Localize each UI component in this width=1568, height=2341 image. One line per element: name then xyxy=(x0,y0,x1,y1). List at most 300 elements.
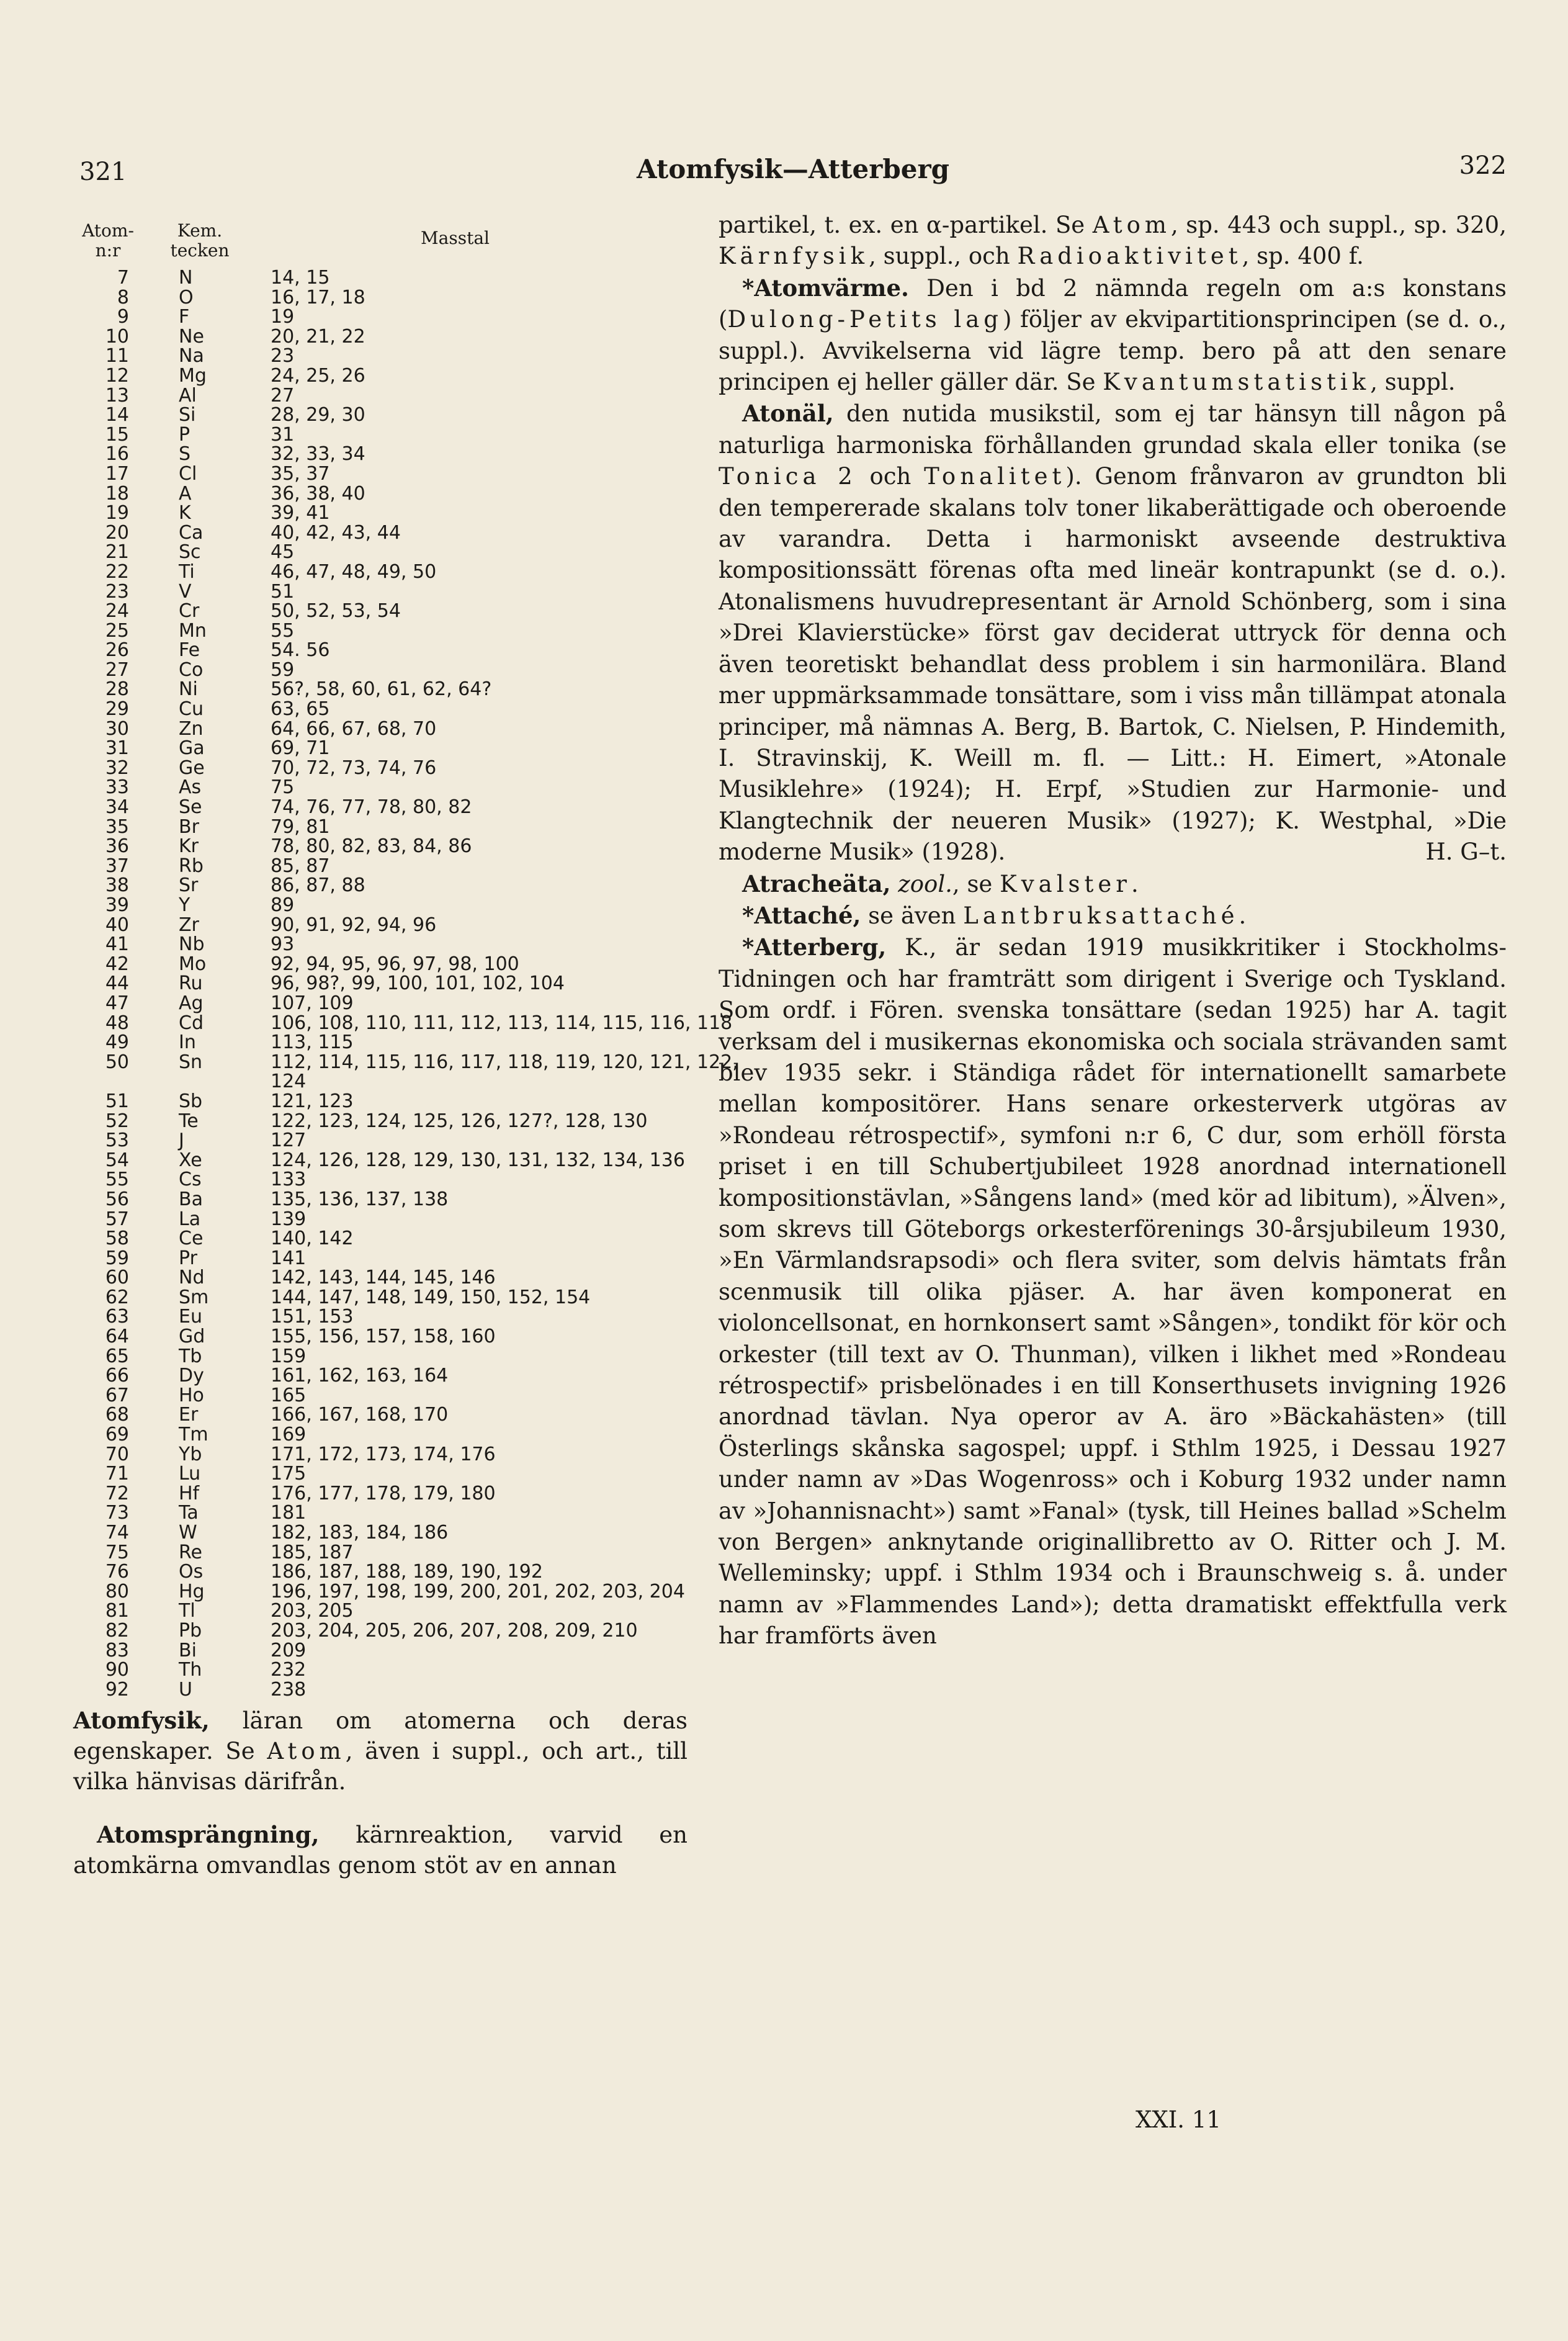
atomic-number: 22 xyxy=(105,560,129,583)
table-row xyxy=(73,1641,688,1661)
isotope-table xyxy=(73,267,738,1701)
mass-numbers: 89 xyxy=(271,894,295,916)
element-symbol: Nd xyxy=(179,1267,205,1289)
atomic-number: 44 xyxy=(105,973,129,995)
element-symbol: Te xyxy=(179,1110,199,1132)
cross-reference: Kärnfysik xyxy=(719,243,869,270)
entry-text: ) följer av ekvipartitionsprincipen (se d. o., suppl.). Avvikelserna vid lägre temp. bero på att den senare principen ej heller gäller där. Se xyxy=(719,306,1507,396)
mass-numbers: 69, 71 xyxy=(271,737,330,760)
table-row xyxy=(73,896,688,915)
atomic-number: 9 xyxy=(117,306,129,328)
table-row xyxy=(73,366,688,386)
mass-numbers: 159 xyxy=(271,1345,307,1367)
atomic-number: 13 xyxy=(105,384,129,407)
table-row xyxy=(73,915,688,935)
atomic-number: 7 xyxy=(117,267,129,289)
mass-numbers: 155, 156, 157, 158, 160 xyxy=(271,1326,496,1348)
running-title: Atomfysik—Atterberg xyxy=(637,154,949,184)
table-row xyxy=(73,778,688,798)
atomic-number: 40 xyxy=(105,914,129,936)
element-symbol: Lu xyxy=(179,1463,201,1485)
table-row xyxy=(73,1366,688,1386)
entry-text: K., är sedan 1919 musikkritiker i Stockholms-Tidningen och har framträtt som dirigent i Sverige och Tyskland. Som ordf. i Fören. svenska tonsättare (sedan 1925) har A. tagit verksam del i musikernas ekonomiska och sociala strävanden samt blev 1935 sekr. i Ständiga rådet för internationellt samarbete mellan kompositörer. Hans senare orkesterverk utgöras av »Rondeau rétrospectif», symfoni n:r 6, C dur, som erhöll första priset i en till Schubertjubileet 1928 anordnad internationell kompositionstävlan, »Sångens land» (med kör ad libitum), »Älven», som skrevs till Göteborgs orkesterförenings 30-årsjubileum 1930, »En Värmlandsrapsodi» och flera sviter, som delvis hämtats från scenmusik till olika pjäser. A. har även komponerat en violoncellsonat, en hornkonsert samt »Sången», tondikt för kör och orkester (till text av O. Thunman), vilken i likhet med »Rondeau rétrospectif» prisbelönades i en till Konserthusets invigning 1926 anordnad tävlan. Nya operor av A. äro »Bäckahästen» (till Österlings skånska sagospel; uppf. i Sthlm 1925, i Dessau 1927 under namn av »Das Wogenross» och i Koburg 1932 under namn av »Johannisnacht») samt »Fanal» (tysk, till Heines ballad »Schelm von Bergen» anknytande originallibretto av O. Ritter och J. M. Welleminsky; uppf. i Sthlm 1934 och i Braunschweig s. å. under namn av »Flammendes Land»); detta dramatiskt effektfulla verk har framförts även xyxy=(719,934,1507,1650)
element-symbol: N xyxy=(179,267,193,289)
element-symbol: Ba xyxy=(179,1188,203,1210)
table-row xyxy=(73,542,688,562)
cross-reference: Kvantumstatistik xyxy=(1103,369,1371,396)
atomic-number: 75 xyxy=(105,1541,129,1563)
atomic-number: 56 xyxy=(105,1188,129,1210)
table-row xyxy=(73,680,688,699)
element-symbol: F xyxy=(179,306,190,328)
table-row xyxy=(73,1562,688,1582)
table-row xyxy=(73,1307,688,1327)
atomic-number: 19 xyxy=(105,502,129,524)
entry-atomfysik xyxy=(73,1705,688,1797)
element-symbol: Co xyxy=(179,658,204,681)
mass-numbers: 238 xyxy=(271,1678,307,1701)
element-symbol: Hf xyxy=(179,1482,200,1504)
mass-numbers: 142, 143, 144, 145, 146 xyxy=(271,1267,496,1289)
table-row xyxy=(73,1543,688,1563)
mass-numbers: 78, 80, 82, 83, 84, 86 xyxy=(271,835,472,858)
atomic-number: 65 xyxy=(105,1345,129,1367)
element-symbol: Ca xyxy=(179,521,204,544)
author-signature: H. G–t. xyxy=(1425,838,1507,866)
atomic-number: 18 xyxy=(105,482,129,505)
atomic-number: 30 xyxy=(105,717,129,740)
mass-numbers: 141 xyxy=(271,1247,307,1269)
mass-numbers: 176, 177, 178, 179, 180 xyxy=(271,1482,496,1504)
entry-text: den nutida musikstil, som ej tar hänsyn till någon på naturliga harmoniska förhållanden grundad skala eller tonika (se xyxy=(719,400,1507,459)
atomic-number: 8 xyxy=(117,286,129,308)
entry-text: , sp. 443 och suppl., sp. 320, xyxy=(1171,212,1507,238)
element-symbol: Hg xyxy=(179,1580,205,1602)
atomic-number: 54 xyxy=(105,1149,129,1171)
mass-numbers: 70, 72, 73, 74, 76 xyxy=(271,757,437,779)
entry-text: . xyxy=(1239,902,1247,929)
entry-text: . xyxy=(1131,870,1139,897)
mass-numbers: 121, 123 xyxy=(271,1090,354,1112)
atomic-number: 76 xyxy=(105,1561,129,1583)
element-symbol: Ne xyxy=(179,325,204,348)
table-row xyxy=(73,935,688,955)
atomic-number: 51 xyxy=(105,1090,129,1112)
mass-numbers: 107, 109 xyxy=(271,992,354,1014)
mass-numbers: 96, 98?, 99, 100, 101, 102, 104 xyxy=(271,973,565,995)
mass-numbers: 79, 81 xyxy=(271,816,330,838)
atomic-number: 66 xyxy=(105,1365,129,1387)
table-row xyxy=(73,484,688,504)
mass-numbers: 46, 47, 48, 49, 50 xyxy=(271,560,437,583)
mass-numbers: 27 xyxy=(271,384,295,407)
table-row xyxy=(73,1386,688,1406)
atomic-number: 68 xyxy=(105,1404,129,1426)
element-symbol: Si xyxy=(179,404,196,426)
mass-numbers: 24, 25, 26 xyxy=(271,364,365,387)
atomic-number: 73 xyxy=(105,1502,129,1524)
table-row xyxy=(73,327,688,347)
mass-numbers: 133 xyxy=(271,1169,307,1191)
table-row xyxy=(73,601,688,621)
entry-text: läran om atomerna och deras egenskaper. Se xyxy=(73,1707,688,1765)
table-row xyxy=(73,1112,688,1131)
atomic-number: 62 xyxy=(105,1286,129,1308)
mass-numbers: 139 xyxy=(271,1208,307,1230)
table-row xyxy=(73,758,688,778)
atomic-number: 82 xyxy=(105,1619,129,1642)
table-row xyxy=(73,1268,688,1288)
cross-reference: Atom xyxy=(1092,212,1171,238)
element-symbol: Th xyxy=(179,1659,202,1681)
atomic-number: 64 xyxy=(105,1326,129,1348)
table-row xyxy=(73,582,688,602)
atomic-number: 50 xyxy=(105,1051,129,1073)
element-symbol: Ta xyxy=(179,1502,199,1524)
mass-numbers: 181 xyxy=(271,1502,307,1524)
headword: Atomsprängning, xyxy=(97,1821,320,1849)
atomic-number: 37 xyxy=(105,855,129,877)
headword: Atomfysik, xyxy=(73,1707,210,1735)
mass-numbers: 90, 91, 92, 94, 96 xyxy=(271,914,437,936)
element-symbol: A xyxy=(179,482,192,505)
mass-numbers: 185, 187 xyxy=(271,1541,354,1563)
table-row xyxy=(73,1523,688,1543)
mass-numbers: 112, 114, 115, 116, 117, 118, 119, 120, 121, 122, 124 xyxy=(271,1051,738,1093)
table-row xyxy=(73,1210,688,1229)
entry-atomsprangning xyxy=(73,1820,688,1880)
table-row xyxy=(73,1601,688,1621)
element-symbol: J xyxy=(179,1130,184,1152)
table-row xyxy=(73,876,688,896)
atomic-number: 71 xyxy=(105,1463,129,1485)
mass-numbers: 165 xyxy=(271,1384,307,1406)
element-symbol: Os xyxy=(179,1561,204,1583)
atomic-number: 28 xyxy=(105,678,129,701)
element-symbol: U xyxy=(179,1678,192,1701)
mass-numbers: 31 xyxy=(271,423,295,446)
mass-numbers: 51 xyxy=(271,580,295,603)
headword: *Attaché, xyxy=(742,901,861,929)
atomic-number: 55 xyxy=(105,1169,129,1191)
mass-numbers: 14, 15 xyxy=(271,267,330,289)
table-row xyxy=(73,464,688,484)
element-symbol: Zr xyxy=(179,914,199,936)
element-symbol: As xyxy=(179,776,202,799)
element-symbol: Ni xyxy=(179,678,198,701)
mass-numbers: 161, 162, 163, 164 xyxy=(271,1365,449,1387)
element-symbol: W xyxy=(179,1522,197,1543)
element-symbol: Fe xyxy=(179,639,200,662)
table-row xyxy=(73,1680,688,1700)
element-symbol: Ho xyxy=(179,1384,204,1406)
atomic-number: 17 xyxy=(105,462,129,485)
element-symbol: Eu xyxy=(179,1306,202,1328)
mass-numbers: 209 xyxy=(271,1639,307,1661)
mass-numbers: 203, 205 xyxy=(271,1600,354,1622)
table-row xyxy=(73,1092,688,1112)
header-kem-tecken: Kem. tecken xyxy=(170,220,230,261)
atomic-number: 80 xyxy=(105,1580,129,1602)
mass-numbers: 171, 172, 173, 174, 176 xyxy=(271,1443,496,1465)
table-row xyxy=(73,562,688,582)
table-row xyxy=(73,288,688,308)
table-row xyxy=(73,660,688,680)
element-symbol: Mo xyxy=(179,953,207,975)
atomic-number: 33 xyxy=(105,776,129,799)
atomic-number: 20 xyxy=(105,521,129,544)
table-row xyxy=(73,798,688,817)
element-symbol: Mg xyxy=(179,364,207,387)
element-symbol: Al xyxy=(179,384,197,407)
table-row xyxy=(73,1170,688,1190)
element-symbol: Na xyxy=(179,345,204,367)
atomic-number: 70 xyxy=(105,1443,129,1465)
table-row xyxy=(73,994,688,1013)
element-symbol: Y xyxy=(179,894,190,916)
mass-numbers: 20, 21, 22 xyxy=(271,325,365,348)
element-symbol: Cs xyxy=(179,1169,202,1191)
element-symbol: Er xyxy=(179,1404,199,1426)
element-symbol: Se xyxy=(179,796,202,819)
element-symbol: Cu xyxy=(179,698,204,721)
entry-text: se även xyxy=(861,902,964,929)
atomic-number: 58 xyxy=(105,1228,129,1250)
element-symbol: Tb xyxy=(179,1345,202,1367)
mass-numbers: 186, 187, 188, 189, 190, 192 xyxy=(271,1561,543,1583)
element-symbol: O xyxy=(179,286,194,308)
mass-numbers: 56?, 58, 60, 61, 62, 64? xyxy=(271,678,492,701)
element-symbol: S xyxy=(179,443,191,465)
table-row xyxy=(73,837,688,856)
entry-atomvarme xyxy=(719,272,1507,398)
element-symbol: Mn xyxy=(179,619,207,642)
right-column xyxy=(719,210,1507,1652)
cross-reference: Tonica 2 xyxy=(719,463,857,490)
table-row xyxy=(73,621,688,641)
entry-text: ). Genom frånvaron av grundton bli den tempererade skalans tolv toner likaberättigade och oberoende av varandra. Detta i harmoniskt avseende destruktiva kompositionssätt förenas ofta med lineär kontrapunkt (se d. o.). Atonalismens huvudrepresentant är Arnold Schönberg, som i sina »Drei Klavierstücke» först gav deciderat uttryck för denna och även teoretiskt behandlat dess problem i sin harmonilära. Bland mer uppmärksammade tonsättare, som i viss mån tillämpat atonala principer, må nämnas A. Berg, B. Bartok, C. Nielsen, P. Hindemith, I. Stravinskij, K. Weill m. fl. — Litt.: H. Eimert, »Atonale Musiklehre» (1924); H. Erpf, »Studien zur Harmonie- und Klangtechnik der neueren Musik» (1927); K. Westphal, »Die moderne Musik» (1928). xyxy=(719,463,1507,866)
element-symbol: Bi xyxy=(179,1639,197,1661)
atomic-number: 35 xyxy=(105,816,129,838)
atomic-number: 11 xyxy=(105,345,129,367)
element-symbol: Ag xyxy=(179,992,204,1014)
atomic-number: 74 xyxy=(105,1522,129,1543)
table-row xyxy=(73,1582,688,1602)
table-row xyxy=(73,1503,688,1523)
table-row xyxy=(73,640,688,660)
page-number-right: 322 xyxy=(1459,151,1507,180)
table-row xyxy=(73,1327,688,1347)
element-symbol: Pb xyxy=(179,1619,202,1642)
atomic-number: 72 xyxy=(105,1482,129,1504)
table-row xyxy=(73,856,688,876)
element-symbol: Gd xyxy=(179,1326,205,1348)
entry-text: och xyxy=(856,463,925,490)
atomic-number: 25 xyxy=(105,619,129,642)
table-row xyxy=(73,955,688,974)
element-symbol: Ce xyxy=(179,1228,204,1250)
atomic-number: 26 xyxy=(105,639,129,662)
table-row xyxy=(73,425,688,445)
atomic-number: 27 xyxy=(105,658,129,681)
table-row xyxy=(73,1051,738,1093)
mass-numbers: 144, 147, 148, 149, 150, 152, 154 xyxy=(271,1286,591,1308)
mass-numbers: 59 xyxy=(271,658,295,681)
mass-numbers: 45 xyxy=(271,541,295,564)
element-symbol: Ru xyxy=(179,973,203,995)
atomic-number: 16 xyxy=(105,443,129,465)
table-row xyxy=(73,1288,688,1308)
atomic-number: 41 xyxy=(105,933,129,956)
headword: Atracheäta, xyxy=(742,869,891,897)
atomic-number: 32 xyxy=(105,757,129,779)
header-masstal: Masstal xyxy=(421,228,490,248)
mass-numbers: 23 xyxy=(271,345,295,367)
element-symbol: Rb xyxy=(179,855,204,877)
atomic-number: 21 xyxy=(105,541,129,564)
element-symbol: In xyxy=(179,1031,196,1054)
table-row xyxy=(73,307,688,327)
entry-text: , även i suppl., och art., till vilka hänvisas därifrån. xyxy=(73,1738,688,1795)
mass-numbers: 16, 17, 18 xyxy=(271,286,365,308)
atomic-number: 59 xyxy=(105,1247,129,1269)
element-symbol: Cl xyxy=(179,462,197,485)
mass-numbers: 92, 94, 95, 96, 97, 98, 100 xyxy=(271,953,519,975)
atomic-number: 81 xyxy=(105,1600,129,1622)
element-symbol: Yb xyxy=(179,1443,202,1465)
atomic-number: 92 xyxy=(105,1678,129,1701)
table-row xyxy=(73,444,688,464)
headword: *Atterberg, xyxy=(742,933,887,961)
mass-numbers: 127 xyxy=(271,1130,307,1152)
mass-numbers: 54. 56 xyxy=(271,639,330,662)
entry-text: , se xyxy=(952,870,1000,897)
atomic-number: 60 xyxy=(105,1267,129,1289)
mass-numbers: 36, 38, 40 xyxy=(271,482,365,505)
mass-numbers: 169 xyxy=(271,1424,307,1446)
entry-text: kärnreaktion, varvid en atomkärna omvandlas genom stöt av en annan xyxy=(73,1822,688,1879)
entry-atonal xyxy=(719,398,1507,868)
element-symbol: Nb xyxy=(179,933,205,956)
atomic-number: 23 xyxy=(105,580,129,603)
element-symbol: Ti xyxy=(179,560,195,583)
table-row xyxy=(73,386,688,406)
element-symbol: Cd xyxy=(179,1012,204,1034)
element-symbol: Sn xyxy=(179,1051,203,1073)
entry-continuation xyxy=(719,210,1507,272)
element-symbol: Sr xyxy=(179,874,199,897)
page-number-left: 321 xyxy=(79,158,127,186)
entry-atracheata xyxy=(719,868,1507,900)
entry-text: zool. xyxy=(890,870,952,897)
mass-numbers: 196, 197, 198, 199, 200, 201, 202, 203, 204 xyxy=(271,1580,685,1602)
table-row xyxy=(73,974,688,994)
table-row xyxy=(73,1405,688,1425)
element-symbol: Dy xyxy=(179,1365,204,1387)
mass-numbers: 74, 76, 77, 78, 80, 82 xyxy=(271,796,472,819)
entry-text: partikel, t. ex. en α-partikel. Se xyxy=(719,212,1093,238)
entry-text: , suppl., och xyxy=(869,243,1018,270)
element-symbol: Br xyxy=(179,816,199,838)
mass-numbers: 85, 87 xyxy=(271,855,330,877)
table-row xyxy=(73,739,688,758)
table-row xyxy=(73,1347,688,1367)
element-symbol: Kr xyxy=(179,835,199,858)
headword: Atonäl, xyxy=(742,400,834,428)
table-row xyxy=(73,1131,688,1151)
element-symbol: Xe xyxy=(179,1149,202,1171)
mass-numbers: 40, 42, 43, 44 xyxy=(271,521,401,544)
mass-numbers: 106, 108, 110, 111, 112, 113, 114, 115, 116, 118 xyxy=(271,1012,733,1034)
atomic-number: 12 xyxy=(105,364,129,387)
element-symbol: Sc xyxy=(179,541,201,564)
element-symbol: Tl xyxy=(179,1600,195,1622)
table-row xyxy=(73,503,688,523)
mass-numbers: 75 xyxy=(271,776,295,799)
table-row xyxy=(73,268,688,288)
table-row xyxy=(73,1033,688,1053)
table-row xyxy=(73,1464,688,1484)
table-header xyxy=(73,215,688,268)
mass-numbers: 113, 115 xyxy=(271,1031,354,1054)
atomic-number: 29 xyxy=(105,698,129,721)
mass-numbers: 182, 183, 184, 186 xyxy=(271,1522,449,1543)
entry-atterberg xyxy=(719,932,1507,1651)
mass-numbers: 122, 123, 124, 125, 126, 127?, 128, 130 xyxy=(271,1110,648,1132)
mass-numbers: 166, 167, 168, 170 xyxy=(271,1404,449,1426)
atomic-number: 90 xyxy=(105,1659,129,1681)
cross-reference: Dulong-Petits lag xyxy=(727,306,1003,333)
table-row xyxy=(73,346,688,366)
mass-numbers: 64, 66, 67, 68, 70 xyxy=(271,717,437,740)
mass-numbers: 203, 204, 205, 206, 207, 208, 209, 210 xyxy=(271,1619,638,1642)
table-row xyxy=(73,1190,688,1210)
element-symbol: Re xyxy=(179,1541,202,1563)
table-row xyxy=(73,699,688,719)
atomic-number: 49 xyxy=(105,1031,129,1054)
atomic-number: 69 xyxy=(105,1424,129,1446)
table-row xyxy=(73,1484,688,1504)
header-atom-nr: Atom- n:r xyxy=(82,220,134,261)
cross-reference: Atom xyxy=(267,1738,346,1765)
element-symbol: Ge xyxy=(179,757,205,779)
atomic-number: 52 xyxy=(105,1110,129,1132)
table-row xyxy=(73,1621,688,1641)
mass-numbers: 93 xyxy=(271,933,295,956)
table-row xyxy=(73,523,688,543)
page-header xyxy=(79,146,1507,190)
element-symbol: Pr xyxy=(179,1247,197,1269)
element-symbol: Tm xyxy=(179,1424,208,1446)
table-row xyxy=(73,1445,688,1465)
cross-reference: Tonalitet xyxy=(924,463,1066,490)
table-row xyxy=(73,405,688,425)
mass-numbers: 32, 33, 34 xyxy=(271,443,365,465)
table-row xyxy=(73,1229,688,1249)
cross-reference: Lantbruksattaché xyxy=(963,902,1239,929)
element-symbol: Sm xyxy=(179,1286,209,1308)
mass-numbers: 63, 65 xyxy=(271,698,330,721)
atomic-number: 57 xyxy=(105,1208,129,1230)
atomic-number: 47 xyxy=(105,992,129,1014)
element-symbol: La xyxy=(179,1208,201,1230)
signature-mark: XXI. 11 xyxy=(1136,2106,1221,2133)
table-row xyxy=(73,1425,688,1445)
mass-numbers: 50, 52, 53, 54 xyxy=(271,600,401,622)
atomic-number: 15 xyxy=(105,423,129,446)
element-symbol: V xyxy=(179,580,192,603)
headword: *Atomvärme. xyxy=(742,274,909,302)
